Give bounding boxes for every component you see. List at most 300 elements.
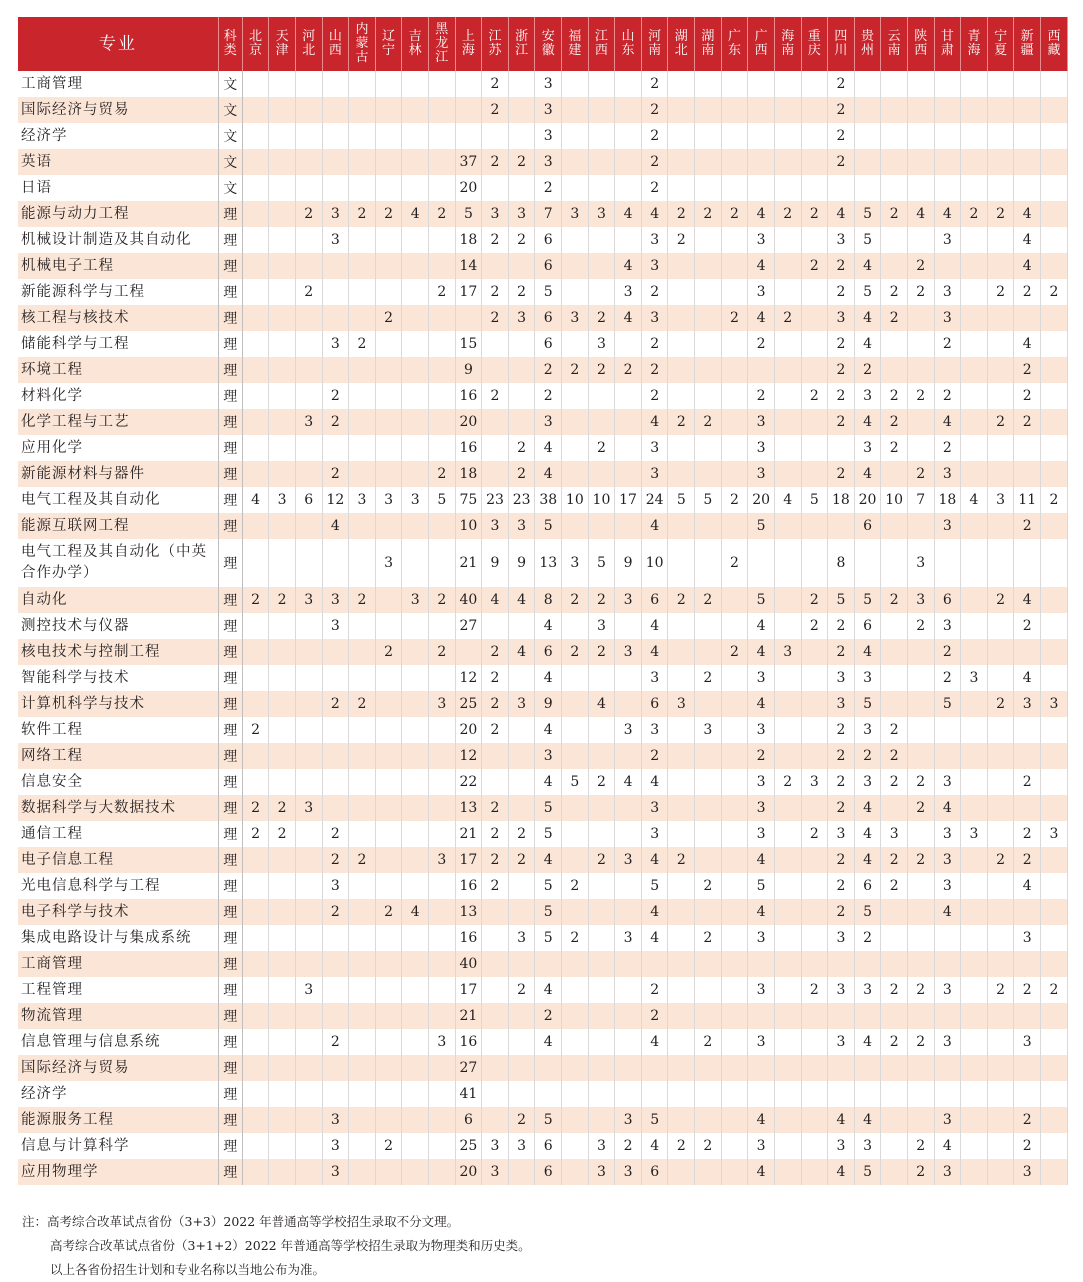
category-column-header: 科类 (218, 17, 242, 71)
quota-cell: 4 (615, 253, 642, 279)
quota-cell (588, 821, 615, 847)
quota-cell (721, 331, 748, 357)
category-cell: 理 (218, 487, 242, 513)
quota-cell (668, 71, 695, 97)
quota-cell (402, 743, 429, 769)
quota-cell (242, 123, 269, 149)
quota-cell: 3 (934, 305, 961, 331)
quota-cell (934, 1055, 961, 1081)
quota-cell (987, 513, 1014, 539)
quota-cell: 3 (854, 717, 881, 743)
quota-cell (482, 409, 509, 435)
quota-cell (987, 253, 1014, 279)
quota-cell (269, 71, 296, 97)
quota-cell: 2 (774, 201, 801, 227)
category-cell: 理 (218, 1055, 242, 1081)
quota-cell (588, 383, 615, 409)
quota-cell: 2 (322, 821, 349, 847)
quota-cell (774, 461, 801, 487)
quota-cell: 4 (934, 201, 961, 227)
category-cell: 理 (218, 691, 242, 717)
quota-cell (907, 925, 934, 951)
quota-cell (402, 951, 429, 977)
quota-cell: 3 (402, 587, 429, 613)
quota-cell (428, 977, 455, 1003)
quota-cell: 5 (748, 513, 775, 539)
quota-cell: 2 (881, 279, 908, 305)
quota-cell: 2 (695, 873, 722, 899)
quota-cell: 3 (1014, 925, 1041, 951)
quota-cell (987, 71, 1014, 97)
quota-cell (695, 951, 722, 977)
quota-cell (242, 383, 269, 409)
quota-cell (375, 847, 402, 873)
quota-cell (1041, 847, 1068, 873)
quota-cell: 3 (828, 821, 855, 847)
major-name: 集成电路设计与集成系统 (18, 925, 218, 951)
quota-cell: 21 (455, 539, 482, 587)
quota-cell (987, 461, 1014, 487)
quota-cell (801, 717, 828, 743)
quota-cell: 3 (588, 1159, 615, 1185)
quota-cell: 9 (482, 539, 509, 587)
quota-cell (881, 71, 908, 97)
quota-cell (774, 1133, 801, 1159)
quota-cell (774, 691, 801, 717)
quota-cell: 2 (349, 587, 376, 613)
quota-cell: 3 (934, 279, 961, 305)
quota-cell (535, 951, 562, 977)
quota-cell (721, 925, 748, 951)
quota-cell: 20 (455, 717, 482, 743)
quota-cell (774, 539, 801, 587)
quota-cell (615, 1029, 642, 1055)
quota-cell (961, 639, 988, 665)
quota-cell (1041, 795, 1068, 821)
quota-cell (801, 539, 828, 587)
quota-cell (295, 665, 322, 691)
province-header: 云南 (881, 17, 908, 71)
quota-cell (402, 97, 429, 123)
quota-cell (1014, 435, 1041, 461)
table-row (18, 977, 1068, 1003)
quota-cell (562, 795, 589, 821)
major-name: 电子科学与技术 (18, 899, 218, 925)
quota-cell (1041, 1003, 1068, 1029)
quota-cell (588, 279, 615, 305)
quota-cell (428, 305, 455, 331)
province-header: 贵州 (854, 17, 881, 71)
quota-cell: 2 (828, 461, 855, 487)
quota-cell (402, 639, 429, 665)
quota-cell: 2 (828, 253, 855, 279)
quota-cell: 5 (854, 1159, 881, 1185)
quota-cell: 2 (562, 357, 589, 383)
quota-cell (269, 639, 296, 665)
quota-cell: 6 (641, 691, 668, 717)
quota-cell (1014, 639, 1041, 665)
quota-cell (535, 1055, 562, 1081)
quota-cell (934, 357, 961, 383)
quota-cell (482, 951, 509, 977)
quota-cell (721, 1159, 748, 1185)
quota-cell: 3 (615, 639, 642, 665)
quota-cell (801, 1055, 828, 1081)
quota-cell (428, 769, 455, 795)
quota-cell (774, 227, 801, 253)
table-row (18, 665, 1068, 691)
quota-cell (748, 539, 775, 587)
quota-cell (455, 305, 482, 331)
quota-cell (695, 795, 722, 821)
quota-cell: 4 (854, 331, 881, 357)
quota-cell: 3 (535, 97, 562, 123)
quota-cell (588, 175, 615, 201)
quota-cell: 2 (801, 587, 828, 613)
quota-cell: 2 (269, 795, 296, 821)
quota-cell: 2 (668, 1133, 695, 1159)
province-header: 辽宁 (375, 17, 402, 71)
quota-cell: 20 (455, 175, 482, 201)
major-name: 智能科学与技术 (18, 665, 218, 691)
table-row (18, 1081, 1068, 1107)
major-name: 核工程与核技术 (18, 305, 218, 331)
quota-cell (269, 253, 296, 279)
quota-cell: 2 (641, 149, 668, 175)
quota-cell (349, 665, 376, 691)
category-cell: 理 (218, 717, 242, 743)
quota-cell (428, 613, 455, 639)
quota-cell (668, 925, 695, 951)
quota-cell (508, 1055, 535, 1081)
quota-cell (242, 201, 269, 227)
quota-cell: 2 (987, 587, 1014, 613)
quota-cell: 4 (1014, 665, 1041, 691)
quota-cell: 2 (828, 847, 855, 873)
quota-cell (721, 587, 748, 613)
quota-cell (562, 97, 589, 123)
province-header: 陕西 (907, 17, 934, 71)
quota-cell (721, 1029, 748, 1055)
quota-cell (987, 665, 1014, 691)
quota-cell: 5 (854, 899, 881, 925)
quota-cell: 5 (562, 769, 589, 795)
major-name: 能源互联网工程 (18, 513, 218, 539)
quota-cell (721, 1107, 748, 1133)
quota-cell (428, 795, 455, 821)
quota-cell (349, 461, 376, 487)
quota-cell (1014, 795, 1041, 821)
quota-cell: 2 (535, 383, 562, 409)
quota-cell (269, 951, 296, 977)
quota-cell: 2 (987, 409, 1014, 435)
quota-cell (455, 639, 482, 665)
quota-cell (881, 513, 908, 539)
quota-cell: 6 (535, 331, 562, 357)
quota-cell: 2 (881, 769, 908, 795)
quota-cell (615, 899, 642, 925)
quota-cell: 2 (1014, 847, 1041, 873)
quota-cell: 2 (295, 201, 322, 227)
quota-cell (881, 1055, 908, 1081)
province-header: 福建 (562, 17, 589, 71)
major-name: 储能科学与工程 (18, 331, 218, 357)
quota-cell (695, 1081, 722, 1107)
quota-cell: 2 (934, 331, 961, 357)
quota-cell: 2 (1014, 409, 1041, 435)
quota-cell (774, 847, 801, 873)
quota-cell: 5 (535, 513, 562, 539)
quota-cell (375, 717, 402, 743)
quota-cell (668, 1081, 695, 1107)
quota-cell (801, 123, 828, 149)
quota-cell: 10 (455, 513, 482, 539)
quota-cell (349, 1003, 376, 1029)
quota-cell (402, 847, 429, 873)
quota-cell (562, 847, 589, 873)
quota-cell: 2 (881, 383, 908, 409)
quota-cell: 4 (748, 253, 775, 279)
quota-cell (562, 1055, 589, 1081)
quota-cell: 2 (695, 201, 722, 227)
quota-cell: 16 (455, 925, 482, 951)
quota-cell (535, 1081, 562, 1107)
quota-cell (748, 1081, 775, 1107)
quota-cell: 7 (535, 201, 562, 227)
quota-cell (961, 513, 988, 539)
quota-cell (242, 227, 269, 253)
quota-cell: 5 (641, 873, 668, 899)
province-header: 安徽 (535, 17, 562, 71)
quota-cell (242, 513, 269, 539)
quota-cell: 4 (535, 1029, 562, 1055)
quota-cell (322, 951, 349, 977)
quota-cell (881, 613, 908, 639)
quota-cell (295, 925, 322, 951)
major-name: 工商管理 (18, 951, 218, 977)
quota-cell (428, 383, 455, 409)
quota-cell: 2 (907, 1029, 934, 1055)
quota-cell (269, 357, 296, 383)
quota-cell (961, 305, 988, 331)
quota-cell (269, 539, 296, 587)
quota-cell (242, 639, 269, 665)
quota-cell: 4 (615, 305, 642, 331)
quota-cell: 3 (1014, 1029, 1041, 1055)
quota-cell: 2 (881, 977, 908, 1003)
quota-cell (349, 149, 376, 175)
quota-cell: 3 (961, 665, 988, 691)
quota-cell (854, 71, 881, 97)
quota-cell (508, 951, 535, 977)
quota-cell (428, 1159, 455, 1185)
quota-cell (668, 1029, 695, 1055)
quota-cell (748, 97, 775, 123)
quota-cell (375, 71, 402, 97)
quota-cell (668, 435, 695, 461)
table-row (18, 873, 1068, 899)
quota-cell (242, 1107, 269, 1133)
quota-cell (615, 691, 642, 717)
quota-cell: 4 (1014, 201, 1041, 227)
quota-cell: 2 (508, 821, 535, 847)
quota-cell (588, 951, 615, 977)
table-row (18, 1055, 1068, 1081)
quota-cell (828, 175, 855, 201)
quota-cell (482, 461, 509, 487)
quota-cell (774, 977, 801, 1003)
quota-cell (801, 279, 828, 305)
quota-cell (748, 1003, 775, 1029)
quota-cell: 18 (828, 487, 855, 513)
quota-cell (349, 383, 376, 409)
quota-cell (322, 149, 349, 175)
quota-cell: 4 (1014, 227, 1041, 253)
quota-cell (402, 691, 429, 717)
quota-cell (269, 149, 296, 175)
quota-cell (774, 587, 801, 613)
quota-cell (695, 691, 722, 717)
quota-cell: 2 (322, 1029, 349, 1055)
table-row (18, 227, 1068, 253)
quota-cell (987, 305, 1014, 331)
quota-cell: 3 (1014, 691, 1041, 717)
quota-cell (588, 123, 615, 149)
quota-cell (295, 461, 322, 487)
category-cell: 理 (218, 305, 242, 331)
quota-cell (295, 175, 322, 201)
quota-cell: 2 (641, 383, 668, 409)
quota-cell (615, 175, 642, 201)
quota-cell: 2 (987, 977, 1014, 1003)
quota-cell: 3 (748, 665, 775, 691)
quota-cell (402, 539, 429, 587)
quota-cell (721, 769, 748, 795)
quota-cell: 3 (854, 769, 881, 795)
quota-cell (1041, 201, 1068, 227)
quota-cell (322, 175, 349, 201)
quota-cell (774, 97, 801, 123)
quota-cell (269, 665, 296, 691)
quota-cell (1041, 409, 1068, 435)
quota-cell (428, 435, 455, 461)
quota-cell (269, 461, 296, 487)
quota-cell (1041, 639, 1068, 665)
quota-cell (269, 227, 296, 253)
major-column-header: 专业 (18, 17, 218, 71)
quota-cell (615, 613, 642, 639)
quota-cell: 3 (934, 821, 961, 847)
quota-cell: 3 (508, 925, 535, 951)
quota-cell (428, 71, 455, 97)
quota-cell (668, 743, 695, 769)
quota-cell (961, 743, 988, 769)
quota-cell: 4 (641, 409, 668, 435)
quota-cell (801, 461, 828, 487)
quota-cell: 3 (508, 201, 535, 227)
quota-cell (588, 925, 615, 951)
quota-cell (588, 409, 615, 435)
quota-cell (695, 977, 722, 1003)
quota-cell (375, 175, 402, 201)
quota-cell: 20 (854, 487, 881, 513)
quota-cell: 2 (641, 123, 668, 149)
quota-cell (961, 461, 988, 487)
quota-cell (402, 123, 429, 149)
quota-cell: 3 (615, 925, 642, 951)
quota-cell (774, 409, 801, 435)
quota-cell (1041, 71, 1068, 97)
quota-cell (1041, 253, 1068, 279)
quota-cell: 2 (907, 795, 934, 821)
quota-cell (588, 1029, 615, 1055)
quota-cell: 6 (854, 873, 881, 899)
quota-cell (774, 1107, 801, 1133)
table-row (18, 97, 1068, 123)
quota-cell: 6 (535, 1159, 562, 1185)
quota-cell (1014, 539, 1041, 587)
quota-cell: 3 (295, 587, 322, 613)
quota-cell (615, 227, 642, 253)
quota-cell (375, 691, 402, 717)
quota-cell: 2 (748, 743, 775, 769)
quota-cell (961, 357, 988, 383)
quota-cell (269, 691, 296, 717)
quota-cell: 3 (615, 279, 642, 305)
quota-cell (242, 899, 269, 925)
quota-cell: 2 (588, 639, 615, 665)
quota-cell (721, 227, 748, 253)
quota-cell: 2 (375, 201, 402, 227)
quota-cell: 3 (934, 227, 961, 253)
quota-cell: 15 (455, 331, 482, 357)
quota-cell: 3 (934, 873, 961, 899)
quota-cell (1041, 717, 1068, 743)
quota-cell (907, 409, 934, 435)
quota-cell (242, 769, 269, 795)
quota-cell (961, 409, 988, 435)
quota-cell (242, 1029, 269, 1055)
quota-cell: 3 (615, 1107, 642, 1133)
quota-cell (695, 513, 722, 539)
quota-cell: 4 (322, 513, 349, 539)
quota-cell (349, 925, 376, 951)
quota-cell (508, 331, 535, 357)
quota-cell: 2 (881, 587, 908, 613)
quota-cell: 3 (535, 71, 562, 97)
quota-cell (721, 175, 748, 201)
quota-cell (774, 795, 801, 821)
quota-cell (961, 717, 988, 743)
quota-cell (455, 97, 482, 123)
quota-cell (428, 1107, 455, 1133)
quota-cell: 4 (402, 201, 429, 227)
quota-cell (375, 253, 402, 279)
quota-cell (934, 951, 961, 977)
quota-cell: 25 (455, 1133, 482, 1159)
quota-cell (907, 331, 934, 357)
quota-cell (322, 1081, 349, 1107)
quota-cell (295, 639, 322, 665)
quota-cell (668, 613, 695, 639)
quota-cell: 2 (748, 331, 775, 357)
quota-cell (961, 123, 988, 149)
category-cell: 理 (218, 613, 242, 639)
quota-cell: 3 (482, 1159, 509, 1185)
quota-cell (801, 1003, 828, 1029)
quota-cell: 2 (1014, 613, 1041, 639)
quota-cell (641, 1055, 668, 1081)
